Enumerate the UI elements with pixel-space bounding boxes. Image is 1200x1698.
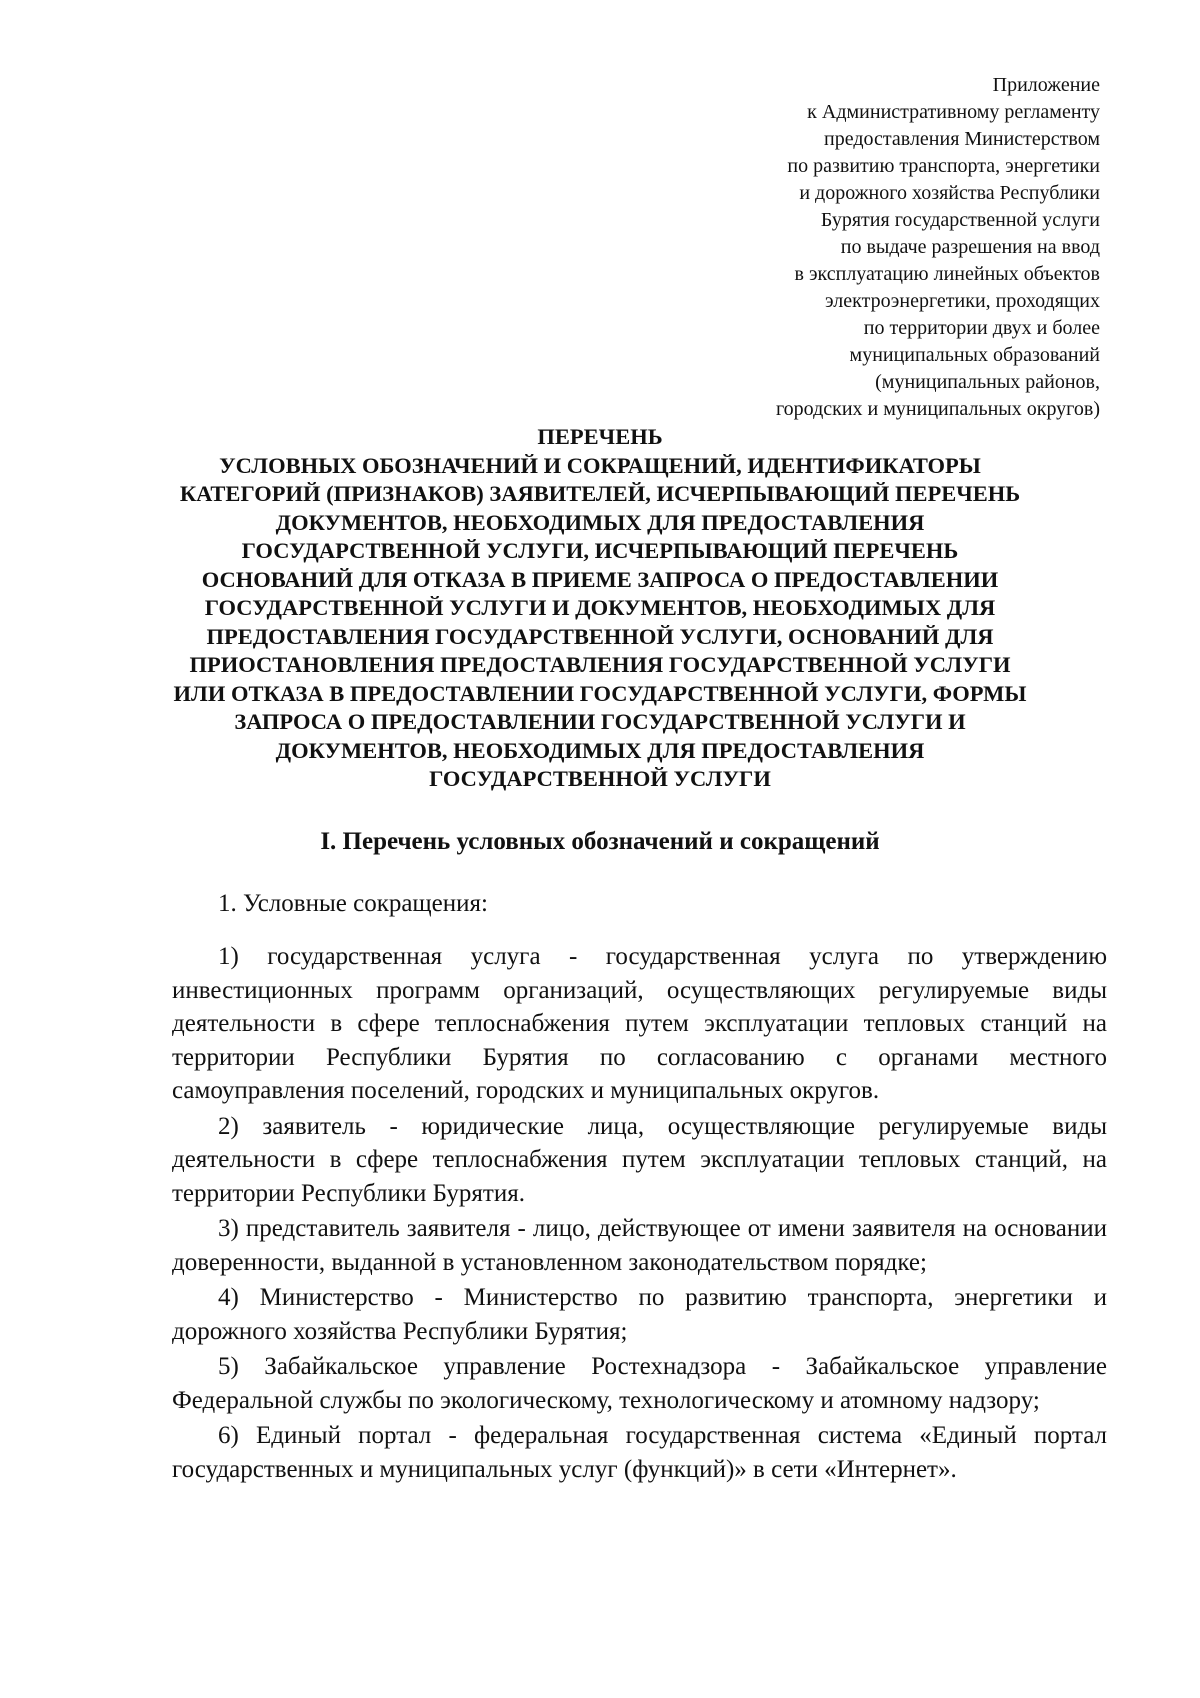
- title-line: ГОСУДАРСТВЕННОЙ УСЛУГИ, ИСЧЕРПЫВАЮЩИЙ ПЕРЕЧЕНЬ: [241, 538, 959, 563]
- title-line: ПРИОСТАНОВЛЕНИЯ ПРЕДОСТАВЛЕНИЯ ГОСУДАРСТВЕННОЙ УСЛУГИ: [189, 652, 1011, 677]
- appendix-line: городских и муниципальных округов): [775, 398, 1100, 420]
- title-line: ГОСУДАРСТВЕННОЙ УСЛУГИ: [429, 766, 771, 791]
- appendix-line: предоставления Министерством: [824, 128, 1100, 150]
- abbreviation-item: 1) государственная услуга - государственная услуга по утверждению инвестиционных программ организаций, осуществляющих регулируемые виды деятельности в сфере теплоснабжения путем эксплуатации тепловых станций на территории Республики Бурятия по согласованию с органами местного самоуправления поселений, городских и муниципальных округов.: [172, 943, 1107, 1104]
- title-line: ИЛИ ОТКАЗА В ПРЕДОСТАВЛЕНИИ ГОСУДАРСТВЕННОЙ УСЛУГИ, ФОРМЫ: [173, 680, 1027, 706]
- document-title: [100, 423, 1100, 794]
- appendix-line: по территории двух и более: [863, 317, 1100, 339]
- appendix-line: Приложение: [992, 74, 1100, 96]
- title-line: ДОКУМЕНТОВ, НЕОБХОДИМЫХ ДЛЯ ПРЕДОСТАВЛЕНИЯ: [275, 509, 925, 535]
- title-line: УСЛОВНЫХ ОБОЗНАЧЕНИЙ И СОКРАЩЕНИЙ, ИДЕНТИФИКАТОРЫ: [219, 452, 981, 478]
- appendix-line: электроэнергетики, проходящих: [825, 290, 1100, 312]
- appendix-line: по развитию транспорта, энергетики: [787, 155, 1100, 177]
- abbreviation-item: 4) Министерство - Министерство по развитию транспорта, энергетики и дорожного хозяйства Республики Бурятия;: [172, 1284, 1107, 1345]
- title-line: ПРЕДОСТАВЛЕНИЯ ГОСУДАРСТВЕННОЙ УСЛУГИ, ОСНОВАНИЙ ДЛЯ: [206, 623, 994, 649]
- title-line: ДОКУМЕНТОВ, НЕОБХОДИМЫХ ДЛЯ ПРЕДОСТАВЛЕНИЯ: [275, 737, 925, 763]
- appendix-line: муниципальных образований: [849, 344, 1100, 366]
- appendix-line: и дорожного хозяйства Республики: [799, 182, 1100, 204]
- abbreviation-list: [172, 940, 1107, 1488]
- appendix-line: Бурятия государственной услуги: [820, 209, 1100, 231]
- section-heading: I. Перечень условных обозначений и сокращений: [320, 828, 880, 855]
- title-line: ПЕРЕЧЕНЬ: [537, 424, 663, 449]
- appendix-line: к Административному регламенту: [807, 101, 1100, 123]
- section-intro: 1. Условные сокращения:: [218, 890, 488, 917]
- appendix-line: (муниципальных районов,: [875, 371, 1100, 393]
- title-line: ГОСУДАРСТВЕННОЙ УСЛУГИ И ДОКУМЕНТОВ, НЕОБХОДИМЫХ ДЛЯ: [204, 595, 996, 620]
- appendix-line: в эксплуатацию линейных объектов: [794, 263, 1100, 285]
- abbreviation-item: 6) Единый портал - федеральная государственная система «Единый портал государственных и муниципальных услуг (функций)» в сети «Интернет».: [172, 1422, 1107, 1483]
- title-line: КАТЕГОРИЙ (ПРИЗНАКОВ) ЗАЯВИТЕЛЕЙ, ИСЧЕРПЫВАЮЩИЙ ПЕРЕЧЕНЬ: [179, 481, 1021, 506]
- title-line: ЗАПРОСА О ПРЕДОСТАВЛЕНИИ ГОСУДАРСТВЕННОЙ УСЛУГИ И: [234, 709, 966, 734]
- abbreviation-item: 3) представитель заявителя - лицо, действующее от имени заявителя на основании доверенности, выданной в установленном законодательством порядке;: [172, 1215, 1107, 1276]
- abbreviation-item: 5) Забайкальское управление Ростехнадзора - Забайкальское управление Федеральной службы по экологическому, технологическому и атомному надзору;: [172, 1353, 1107, 1414]
- appendix-line: по выдаче разрешения на ввод: [840, 236, 1100, 258]
- appendix-note: [580, 72, 1100, 423]
- title-line: ОСНОВАНИЙ ДЛЯ ОТКАЗА В ПРИЕМЕ ЗАПРОСА О ПРЕДОСТАВЛЕНИИ: [201, 566, 999, 592]
- abbreviation-item: 2) заявитель - юридические лица, осуществляющие регулируемые виды деятельности в сфере теплоснабжения путем эксплуатации тепловых станций, на территории Республики Бурятия.: [172, 1112, 1107, 1207]
